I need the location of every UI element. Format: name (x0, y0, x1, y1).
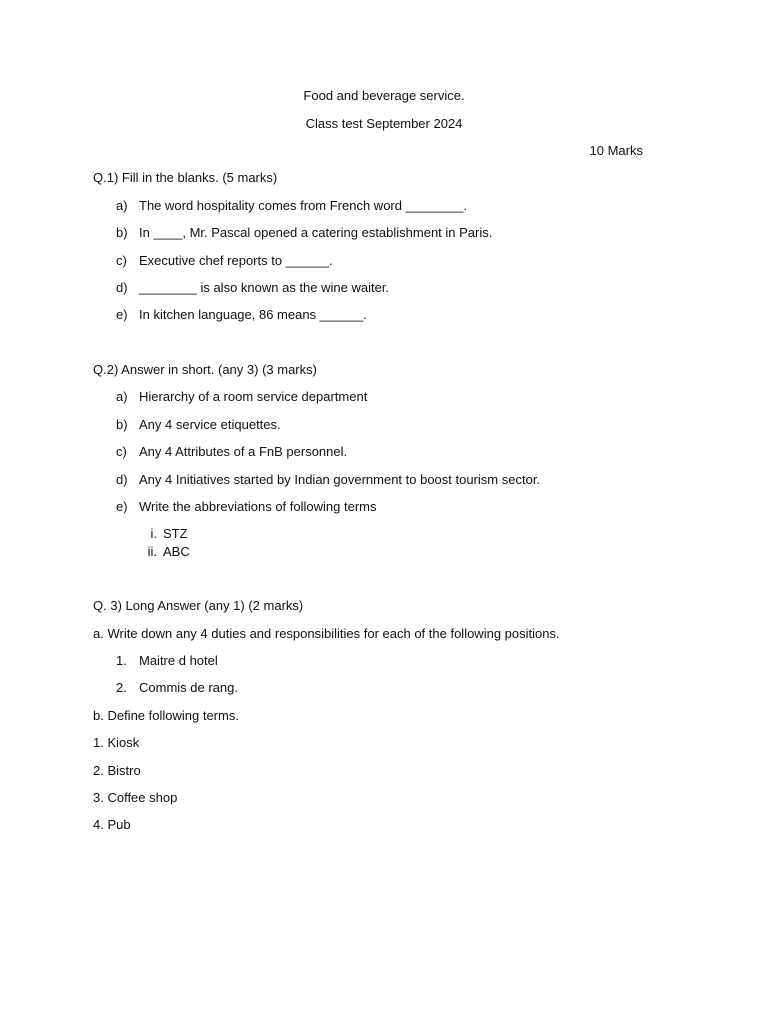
question-2-heading: Q.2) Answer in short. (any 3) (3 marks) (93, 362, 317, 377)
q3-part-b-term-3: 3. Coffee shop (93, 790, 178, 805)
item-text: Any 4 Attributes of a FnB personnel. (139, 444, 348, 459)
document-subtitle: Class test September 2024 (305, 116, 463, 131)
item-label: 2. (116, 680, 127, 695)
item-text: Commis de rang. (139, 680, 238, 695)
q3-part-a: a. Write down any 4 duties and responsibilities for each of the following positions. (93, 626, 560, 641)
item-label: b) (116, 417, 128, 432)
item-label: 1. (116, 653, 127, 668)
q3-part-b: b. Define following terms. (93, 708, 239, 723)
subitem-label: ii. (147, 544, 157, 559)
q1-item-c (116, 253, 333, 269)
item-text: Any 4 Initiatives started by Indian government to boost tourism sector. (139, 472, 541, 487)
item-label: e) (116, 307, 128, 322)
item-text: The word hospitality comes from French word ________. (139, 198, 468, 213)
subitem-text: STZ (163, 526, 188, 541)
item-text: Maitre d hotel (139, 653, 218, 668)
item-label: e) (116, 499, 128, 514)
q3-part-b-term-1: 1. Kiosk (93, 735, 140, 750)
question-1-heading: Q.1) Fill in the blanks. (5 marks) (93, 170, 278, 185)
q2-subitem-ii (136, 544, 190, 560)
item-text: Any 4 service etiquettes. (139, 417, 281, 432)
q2-item-d (116, 472, 540, 488)
q1-item-a (116, 198, 467, 214)
q2-item-c (116, 444, 347, 460)
question-3-heading: Q. 3) Long Answer (any 1) (2 marks) (93, 598, 304, 613)
q3-part-a-item-1 (116, 653, 218, 669)
item-label: d) (116, 280, 128, 295)
item-label: c) (116, 253, 127, 268)
q2-item-e (116, 499, 376, 515)
q3-part-b-term-2: 2. Bistro (93, 763, 141, 778)
subitem-text: ABC (163, 544, 190, 559)
q3-part-b-term-4: 4. Pub (93, 817, 131, 832)
q1-item-e (116, 307, 367, 323)
item-text: In ____, Mr. Pascal opened a catering establishment in Paris. (139, 225, 493, 240)
q3-part-a-item-2 (116, 680, 238, 696)
q2-subitem-i (136, 526, 188, 542)
total-marks: 10 Marks (589, 143, 643, 158)
q2-item-b (116, 417, 281, 433)
item-text: ________ is also known as the wine waiter. (139, 280, 390, 295)
item-label: d) (116, 472, 128, 487)
q1-item-d (116, 280, 389, 296)
item-text: In kitchen language, 86 means ______. (139, 307, 367, 322)
item-label: c) (116, 444, 127, 459)
item-text: Hierarchy of a room service department (139, 389, 368, 404)
item-text: Executive chef reports to ______. (139, 253, 333, 268)
item-text: Write the abbreviations of following terms (139, 499, 377, 514)
item-label: b) (116, 225, 128, 240)
q1-item-b (116, 225, 492, 241)
document-title: Food and beverage service. (303, 88, 465, 103)
q2-item-a (116, 389, 367, 405)
item-label: a) (116, 389, 128, 404)
item-label: a) (116, 198, 128, 213)
subitem-label: i. (150, 526, 157, 541)
